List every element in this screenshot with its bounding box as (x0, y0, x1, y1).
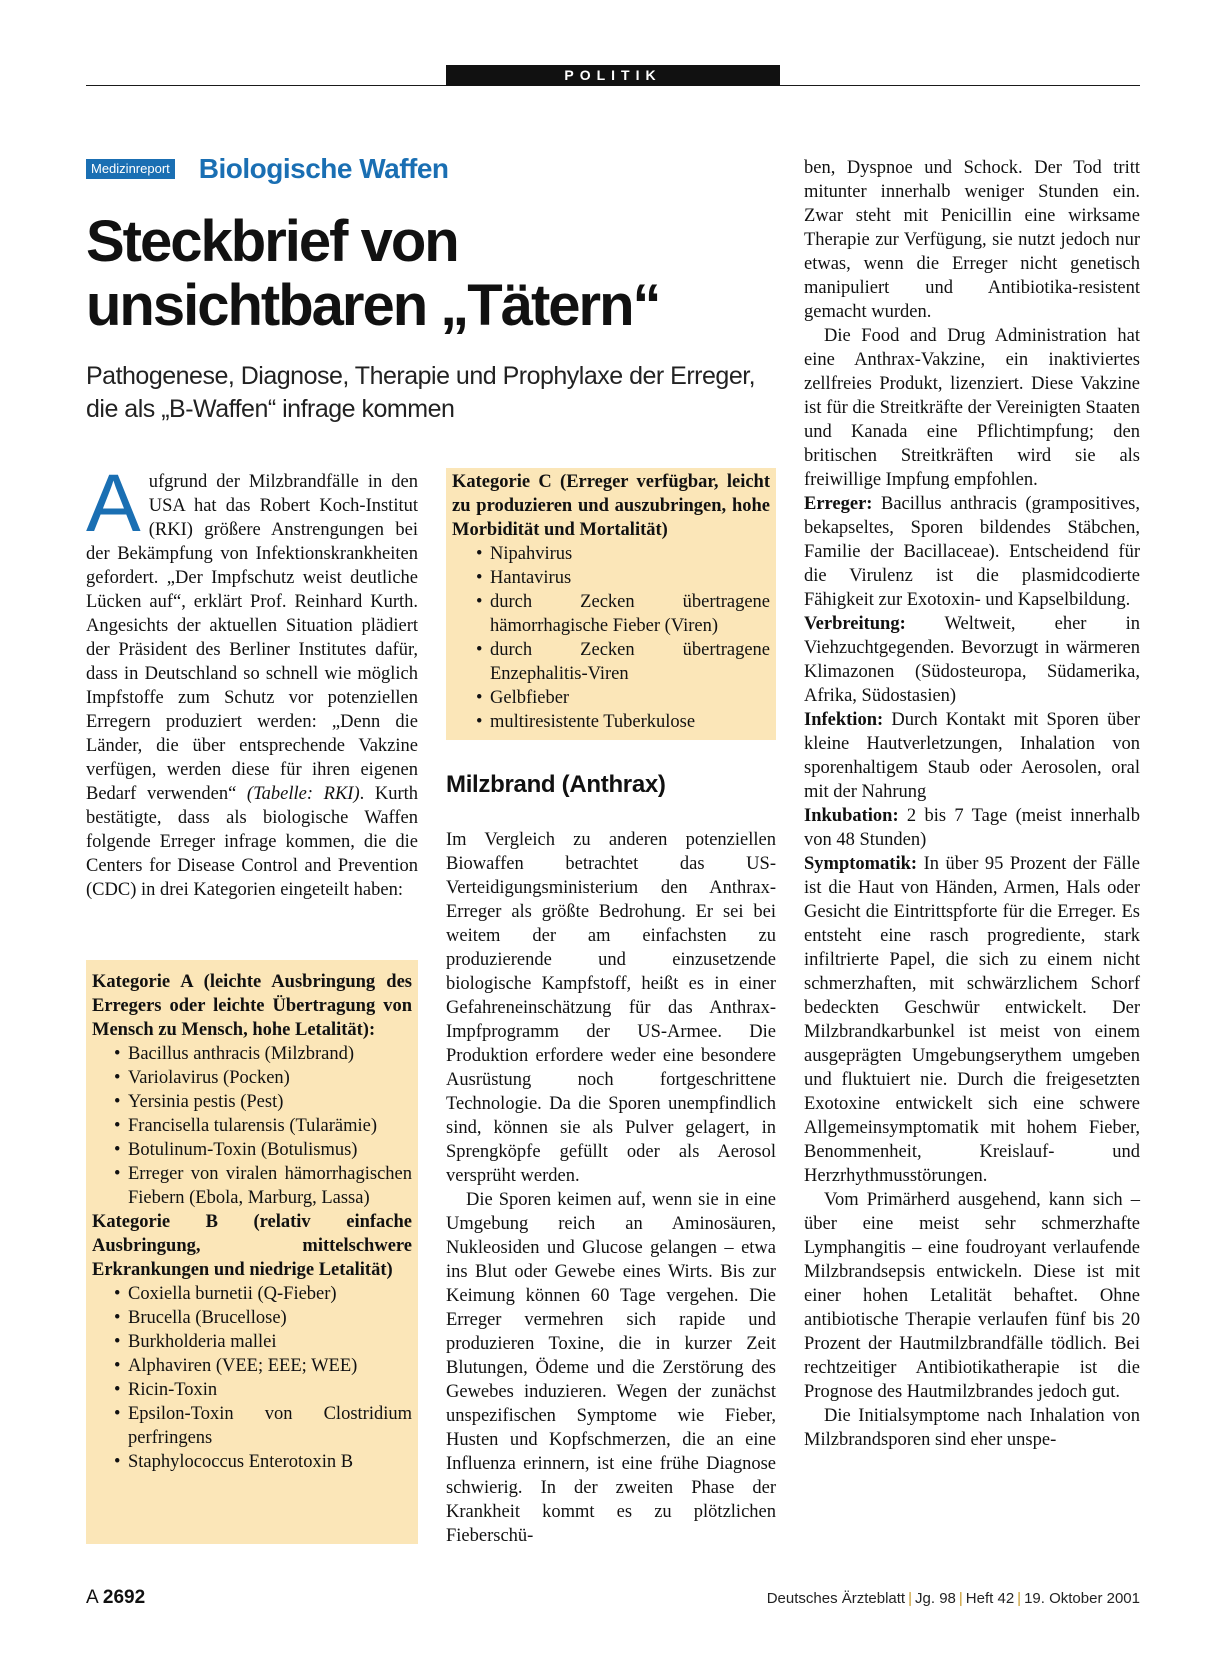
kicker-badge: Medizinreport (86, 159, 175, 179)
journal-issue: Heft 42 (965, 1590, 1015, 1607)
list-item: • Burkholderia mallei (92, 1330, 412, 1354)
list-item: • Bacillus anthracis (Milzbrand) (92, 1042, 412, 1066)
kicker (86, 152, 449, 186)
intro-column (86, 458, 419, 902)
list-item: • Epsilon-Toxin von Clostridium perfringens (92, 1402, 412, 1450)
category-a-b-box (86, 960, 418, 1544)
list-item: • Staphylococcus Enterotoxin B (92, 1450, 412, 1474)
erreger-label: Erreger: (804, 494, 873, 514)
article-headline (86, 210, 786, 338)
symptomatik-label: Symptomatik: (804, 854, 918, 874)
list-item: • Francisella tularensis (Tularämie) (92, 1114, 412, 1138)
intro-text-end: . Kurth bestätigte, dass als biologische Waffen folgende Erreger infrage kommen, die die Centers for Disease Control and Prevention (CDC) in drei Kategorien eingeteilt haben: (86, 784, 419, 900)
drop-cap: A (86, 458, 141, 549)
infektion-text: Durch Kontakt mit Sporen über kleine Hautverletzungen, Inhalation von sporenhaltigem Staub oder Aerosolen, oral mit der Nahrung (804, 710, 1140, 802)
category-b-list (92, 1282, 412, 1474)
page-prefix: A (86, 1587, 98, 1608)
list-item: • multiresistente Tuberkulose (452, 710, 770, 734)
intro-paragraph (86, 458, 419, 902)
list-item: • Botulinum-Toxin (Botulismus) (92, 1138, 412, 1162)
list-item: • durch Zecken übertragene hämorrhagische Fieber (Viren) (452, 590, 770, 638)
category-a-title: Kategorie A (leichte Ausbringung des Erregers oder leichte Übertragung von Mensch zu Mensch, hohe Letalität): (92, 972, 412, 1040)
list-item: • Variolavirus (Pocken) (92, 1066, 412, 1090)
body-paragraph: ben, Dyspnoe und Schock. Der Tod tritt mitunter innerhalb weniger Stunden ein. Zwar steht mit Penicillin eine wirksame Therapie zur Verfügung, sie nutzt jedoch nur etwas, wenn die Erreger nicht genetisch manipuliert und Antibiotika-resistent gemacht wurden. (804, 158, 1140, 322)
body-paragraph: Vom Primärherd ausgehend, kann sich – über eine meist sehr schmerzhafte Lymphangitis – eine foudroyant verlaufende Milzbrandsepsis entwickeln. Diese ist mit einer hohen Letalität behaftet. Ohne antibiotische Therapie verlaufen fünf bis 20 Prozent der Hautmilzbrandfälle tödlich. Bei rechtzeitiger Antibiotikatherapie ist die Prognose des Hautmilzbrandes jedoch gut. (804, 1190, 1140, 1402)
inkubation-text: 2 bis 7 Tage (meist innerhalb von 48 Stunden) (804, 806, 1140, 850)
symptomatik-text: In über 95 Prozent der Fälle ist die Haut von Händen, Armen, Hals oder Gesicht die Eintrittspforte für die Erreger. Es entsteht eine rasch progrediente, stark infiltrierte Papel, die sich zu einem nicht schmerzhaften, mit schwärzlichem Schorf bedeckten Geschwür entwickelt. Der Milzbrandkarbunkel ist meist von einem ausgeprägten Umgebungserythem umgeben und fluktuiert nie. Durch die freigesetzten Exotoxine entwickelt sich eine schwere Allgemeinsymptomatik mit hohem Fieber, Benommenheit, Kreislauf- und Herzrhythmusstörungen. (804, 854, 1140, 1186)
page-number (86, 1587, 145, 1609)
subtitle-line-2: die als „B-Waffen“ infrage kommen (86, 395, 455, 423)
separator: | (958, 1590, 963, 1607)
category-c-title: Kategorie C (Erreger verfügbar, leicht zu produzieren und auszubringen, hohe Morbidität und Mortalität) (452, 472, 770, 540)
body-column-2 (446, 828, 776, 1548)
list-item: • Alphaviren (VEE; EEE; WEE) (92, 1354, 412, 1378)
headline-line-2: unsichtbaren „Tätern“ (86, 273, 660, 338)
infektion-entry (804, 708, 1140, 804)
table-reference: (Tabelle: RKI) (246, 784, 360, 804)
category-a-list (92, 1042, 412, 1210)
list-item: • Brucella (Brucellose) (92, 1306, 412, 1330)
inkubation-entry (804, 804, 1140, 852)
journal-date: 19. Oktober 2001 (1024, 1590, 1140, 1607)
list-item: • Gelbfieber (452, 686, 770, 710)
subtitle-line-1: Pathogenese, Diagnose, Therapie und Prophylaxe der Erreger, (86, 362, 756, 390)
erreger-entry (804, 492, 1140, 612)
verbreitung-text: Weltweit, eher in Viehzuchtgegenden. Bevorzugt in wärmeren Klimazonen (Südosteuropa, Südamerika, Afrika, Südostasien) (804, 614, 1140, 706)
body-paragraph: Die Initialsymptome nach Inhalation von Milzbrandsporen sind eher unspe- (804, 1406, 1140, 1450)
list-item: • durch Zecken übertragene Enzephalitis-Viren (452, 638, 770, 686)
body-paragraph: Die Food and Drug Administration hat eine Anthrax-Vakzine, ein inaktiviertes zellfreies Produkt, lizenziert. Diese Vakzine ist für die Streitkräfte der Vereinigten Staaten und Kanada eine Pflichtimpfung; den britischen Streitkräften wird sie als freiwillige Impfung empfohlen. (804, 326, 1140, 490)
category-c-list (452, 542, 770, 734)
headline-line-1: Steckbrief von (86, 209, 458, 274)
symptomatik-entry (804, 852, 1140, 1188)
separator: | (908, 1590, 913, 1607)
journal-volume: Jg. 98 (915, 1590, 956, 1607)
section-label: POLITIK (446, 65, 780, 86)
body-column-3 (804, 156, 1140, 1452)
list-item: • Erreger von viralen hämorrhagischen Fiebern (Ebola, Marburg, Lassa) (92, 1162, 412, 1210)
separator: | (1017, 1590, 1022, 1607)
article-subtitle (86, 360, 786, 426)
list-item: • Ricin-Toxin (92, 1378, 412, 1402)
inkubation-label: Inkubation: (804, 806, 899, 826)
list-item: • Coxiella burnetii (Q-Fieber) (92, 1282, 412, 1306)
page-number-value: 2692 (102, 1587, 146, 1608)
section-heading: Milzbrand (Anthrax) (446, 771, 666, 798)
body-paragraph: Die Sporen keimen auf, wenn sie in eine Umgebung reich an Aminosäuren, Nukleosiden und Glucose gelangen – etwa ins Blut oder Gewebe eines Wirts. Bis zur Keimung können 60 Tage vergehen. Die Erreger vermehren sich rapide und produzieren Toxine, die in kurzer Zeit Blutungen, Ödeme und die Zerstörung des Gewebes induzieren. Wegen der zunächst unspezifischen Symptome wie Fieber, Husten und Kopfschmerzen, die an eine Influenza erinnern, ist eine frühe Diagnose schwierig. In der zweiten Phase der Krankheit kommt es zu plötzlichen Fieberschü- (446, 1190, 776, 1546)
infektion-label: Infektion: (804, 710, 884, 730)
verbreitung-label: Verbreitung: (804, 614, 906, 634)
verbreitung-entry (804, 612, 1140, 708)
list-item: • Yersinia pestis (Pest) (92, 1090, 412, 1114)
intro-text: ufgrund der Milzbrandfälle in den USA hat das Robert Koch-Institut (RKI) größere Anstrengungen bei der Bekämpfung von Infektionskrankheiten gefordert. „Der Impfschutz weist deutliche Lücken auf“, erklärt Prof. Reinhard Kurth. Angesichts der aktuellen Situation plädiert der Präsident des Berliner Institutes dafür, dass in Deutschland so schnell wie möglich Impfstoffe zum Schutz vor potenziellen Erregern produziert werden: „Denn die Länder, die über entsprechende Vakzine verfügen, werden diese für ihren eigenen Bedarf verwenden“ (86, 472, 418, 804)
journal-info (767, 1590, 1140, 1607)
category-c-box (446, 468, 776, 740)
category-b-title: Kategorie B (relativ einfache Ausbringung, mittelschwere Erkrankungen und niedrige Letalität) (92, 1212, 412, 1280)
list-item: • Hantavirus (452, 566, 770, 590)
kicker-title: Biologische Waffen (198, 153, 449, 184)
erreger-text: Bacillus anthracis (grampositives, bekapseltes, Sporen bildendes Stäbchen, Familie der Bacillaceae). Entscheidend für die Virulenz ist die plasmidcodierte Fähigkeit zur Exotoxin- und Kapselbildung. (804, 494, 1140, 610)
body-paragraph: Im Vergleich zu anderen potenziellen Biowaffen betrachtet das US-Verteidigungsministerium den Anthrax-Erreger als größte Bedrohung. Er sei bei weitem der am einfachsten zu produzierende und einzusetzende biologische Kampfstoff, heißt es in einer Gefahreneinschätzung für das Anthrax-Impfprogramm der US-Armee. Die Produktion erfordere weder eine besondere Ausrüstung noch fortgeschrittene Technologie. Da die Sporen unempfindlich sind, können sie als Pulver gelagert, in Sprengköpfe gefüllt oder als Aerosol versprüht werden. (446, 830, 776, 1186)
list-item: • Nipahvirus (452, 542, 770, 566)
journal-name: Deutsches Ärzteblatt (766, 1590, 906, 1607)
